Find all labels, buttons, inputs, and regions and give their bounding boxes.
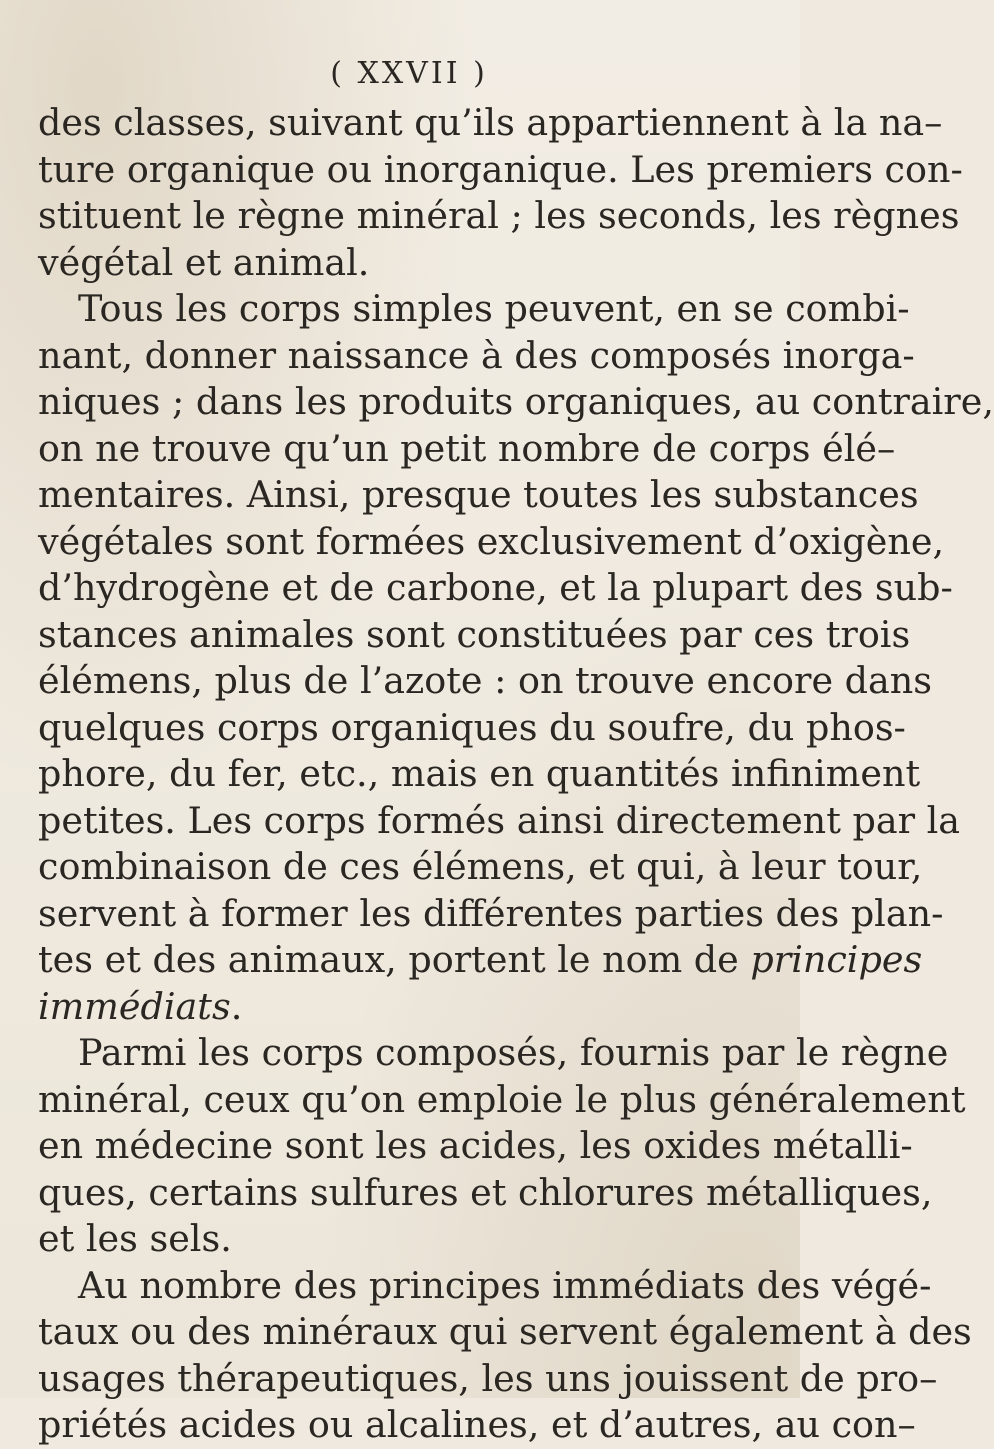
text-line: ture organique ou inorganique. Les premiers con-	[38, 147, 963, 191]
text-line: mentaires. Ainsi, presque toutes les substances	[38, 473, 919, 516]
paragraph-3	[38, 1030, 966, 1263]
text-line: élémens, plus de l’azote : on trouve encore dans	[38, 659, 933, 702]
text-line	[38, 984, 780, 1031]
text-line: phore, du fer, etc., mais en quantités infiniment	[38, 752, 921, 795]
text-line: végétales sont formées exclusivement d’oxigène,	[38, 519, 945, 563]
text-line: Au nombre des principes immédiats des végé-	[78, 1263, 932, 1307]
text-line: et les sels.	[38, 1217, 232, 1260]
text-line: combinaison de ces élémens, et qui, à leur tour,	[38, 845, 923, 888]
text-line: Parmi les corps composés, fournis par le règne	[78, 1031, 949, 1074]
text-line-start: tes et des animaux, portent le nom de	[38, 938, 739, 981]
text-line: petites. Les corps formés ainsi directement par la	[38, 798, 961, 842]
text-line: servent à former les différentes parties des plan-	[38, 891, 944, 935]
text-line: niques ; dans les produits organiques, au contraire,	[38, 380, 994, 423]
text-line: minéral, ceux qu’on emploie le plus généralement	[38, 1077, 966, 1121]
italic-term: principes	[750, 938, 923, 981]
text-line: quelques corps organiques du soufre, du phos-	[38, 705, 906, 749]
text-line: nant, donner naissance à des composés inorga-	[38, 333, 915, 377]
paragraph-4	[38, 1263, 972, 1449]
text-line	[38, 937, 923, 984]
paragraph-2	[38, 286, 994, 1030]
text-line: stances animales sont constituées par ces trois	[38, 612, 911, 656]
text-line: priétés acides ou alcalines, et d’autres, au con–	[38, 1403, 916, 1446]
text-line: usages thérapeutiques, les uns jouissent de pro–	[38, 1356, 938, 1400]
text-line: des classes, suivant qu’ils appartiennent à la na–	[38, 101, 943, 144]
text-line: végétal et animal.	[38, 240, 370, 284]
text-line: Tous les corps simples peuvent, en se combi-	[78, 287, 910, 330]
page-number: ( XXVII )	[330, 56, 488, 91]
text-line: en médecine sont les acides, les oxides métalli-	[38, 1124, 913, 1167]
text-line: taux ou des minéraux qui servent également à des	[38, 1310, 972, 1353]
sentence-end: .	[230, 984, 243, 1028]
paragraph-1	[38, 100, 963, 286]
text-line: stituent le règne minéral ; les seconds, les règnes	[38, 194, 960, 237]
text-line: on ne trouve qu’un petit nombre de corps élé–	[38, 426, 896, 470]
text-line: d’hydrogène et de carbone, et la plupart des sub-	[38, 566, 953, 609]
text-line: ques, certains sulfures et chlorures métalliques,	[38, 1170, 933, 1214]
italic-term-tail: immédiats	[38, 984, 231, 1028]
